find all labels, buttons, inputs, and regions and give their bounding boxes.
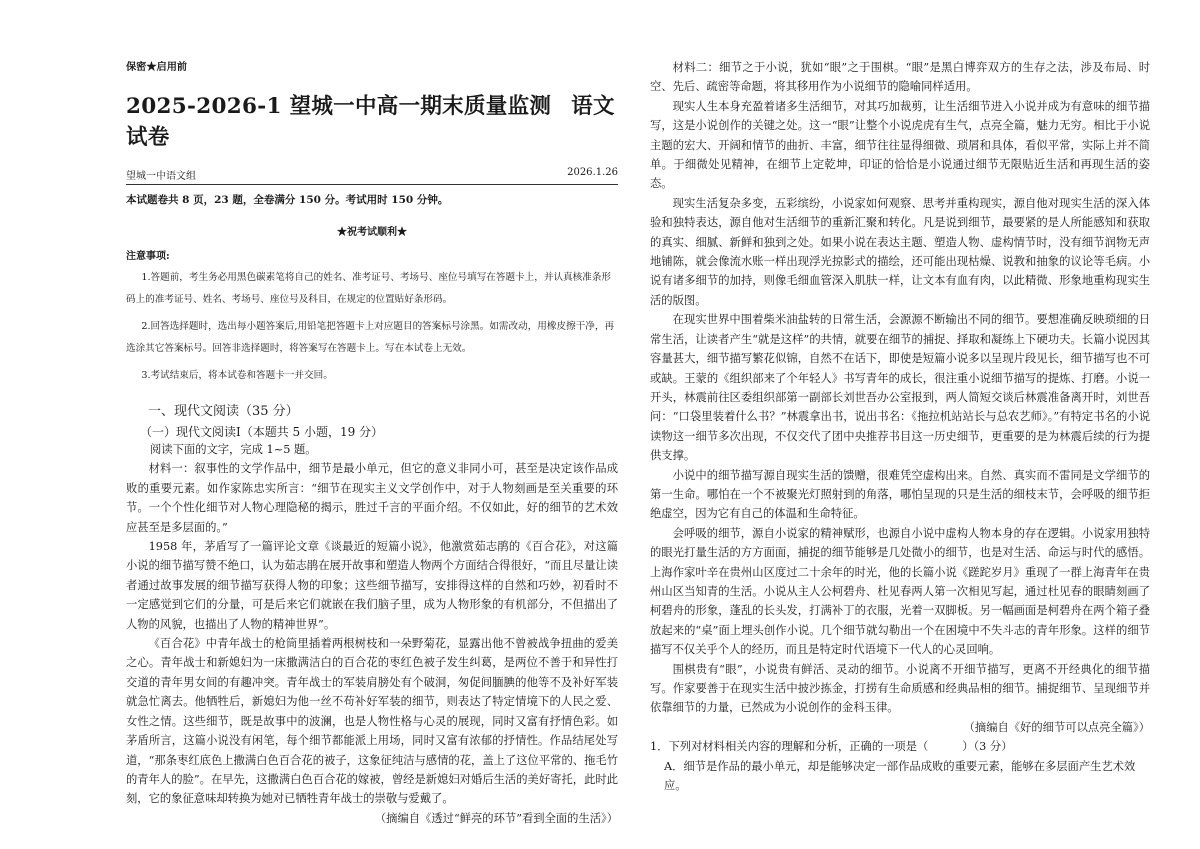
org-name: 望城一中语文组 <box>126 171 196 182</box>
wish-text: ★祝考试顺利★ <box>337 227 407 238</box>
notice-item: 3.考试结束后，将本试卷和答题卡一并交回。 <box>141 370 333 381</box>
material2-source: （摘编自《好的细节可以点亮全篇》） <box>963 720 1150 734</box>
material1-para: 《百合花》中青年战士的枪筒里插着两根树枝和一朵野菊花，显露出他不曾被战争扭曲的爱美之心。青年战士和新媳妇为一床撒满洁白的百合花的枣红色被子发生纠葛，是两位不善于和异性打交道的青年男女间的有趣冲突。青年战士的军装肩膀处有个破洞，匆促间腼腆的他等不及补好军装就急忙离去。他牺牲后，新媳妇为他一丝不苟补好军装的细节，则表达了特定情境下的人民之爱、女性之情。这些细节，既是故事中的波澜，也是人物性格与心灵的展现，同时又富有抒情色彩。如茅盾所言，这篇小说没有闲笔，每个细节都能派上用场，同时又富有浓郁的抒情性。作品结尾处写道，“那条枣红底色上撒满白色百合花的被子，这象征纯洁与感情的花，盖上了这位平常的、拖毛竹的青年人的脸”。在早先，这撒满白色百合花的嫁被，曾经是新媳妇对婚后生活的美好寄托，此时此刻，它的象征意味却转换为她对已牺牲青年战士的崇敬与爱戴了。 <box>126 637 618 806</box>
material1-source: （摘编自《透过“鲜亮的环节”看到全面的生活》） <box>374 811 618 825</box>
notice-item: 1.答题前，考生务必用黑色碳素笔将自己的姓名、准考证号、考场号、座位号填写在答题卡上，并认真核准条形码上的准考证号、姓名、考场号、座位号及科目，在规定的位置贴好条形码。 <box>126 272 612 305</box>
exam-intro: 本试题卷共 8 页，23 题，全卷满分 150 分。考试用时 150 分钟。 <box>126 194 449 206</box>
material2-para: 小说中的细节描写源自现实生活的馈赠，很难凭空虚构出来。自然、真实而不雷同是文学细节的第一生命。哪怕在一个不被聚光灯照射到的角落，哪怕呈现的只是生活的细枝末节，会呼吸的细节拒绝虚空，因为它有自己的体温和生命特征。 <box>650 468 1150 521</box>
right-column <box>650 58 1150 795</box>
material2-para: 会呼吸的细节，源自小说家的精神赋形，也源自小说中虚构人物本身的存在逻辑。小说家用独特的眼光打量生活的方方面面，捕捉的细节能够是几处微小的细节，也是对生活、命运与时代的感悟。上海作家叶辛在贵州山区度过二十余年的时光，他的长篇小说《蹉跎岁月》重现了一群上海青年在贵州山区当知青的生活。小说从主人公柯碧舟、杜见春两人第一次相见写起，通过杜见春的眼睛刻画了柯碧舟的形象，蓬乱的长头发，打满补丁的衣服，光着一双脚板。另一幅画面是柯碧舟在两个箱子叠放起来的“桌”面上埋头创作小说。几个细节就勾勒出一个在困境中不失斗志的青年形象。这样的细节描写不仅关乎个人的经历，而且是特定时代语境下一代人的心灵回响。 <box>650 526 1150 657</box>
notice-item: 2.回答选择题时，选出每小题答案后,用铅笔把答题卡上对应题目的答案标号涂黑。如需改动，用橡皮擦干净，再选涂其它答案标号。回答非选择题时，将答案写在答题卡上。写在本试卷上无效。 <box>126 321 615 354</box>
question-option-a: A．细节是作品的最小单元，却是能够决定一部作品成败的重要元素，能够在多层面产生艺术效应。 <box>664 759 1136 793</box>
material2-para: 围棋贵有“眼”，小说贵有鲜活、灵动的细节。小说离不开细节描写，更离不开经典化的细节描写。作家要善于在现实生活中披沙拣金，打捞有生命质感和经典品相的细节。捕捉细节、呈现细节并依靠细节的力量，已然成为小说创作的金科玉律。 <box>650 662 1150 715</box>
notice-heading: 注意事项: <box>126 251 170 262</box>
material2-para: 现实人生本身充盈着诸多生活细节，对其巧加裁剪，让生活细节进入小说并成为有意味的细节描写，这是小说创作的关键之处。这一“眼”让整个小说虎虎有生气，点亮全篇，魅力无穷。相比于小说主题的宏大、开阔和情节的曲折、丰富，细节往往显得细微、琐屑和具体，看似平常，实际上并不简单。于细微处见精神，在细节上定乾坤，印证的恰恰是小说通过细节无限贴近生活和再现生活的姿态。 <box>650 99 1150 191</box>
material1-para: 材料一：叙事性的文学作品中，细节是最小单元，但它的意义非同小可，甚至是决定该作品成败的重要元素。如作家陈忠实所言：“细节在现实主义文学创作中，对于人物刻画是至关重要的环节。一个个性化细节对人物心理隐秘的揭示，胜过千言的平面介绍。不仅如此，好的细节的艺术效应甚至是多层面的。” <box>126 462 618 534</box>
material2-para: 材料二：细节之于小说，犹如“眼”之于围棋。“眼”是黑白博弈双方的生存之法，涉及布局、时空、先后、疏密等命题，将其移用作为小说细节的隐喻同样适用。 <box>650 61 1150 94</box>
material2-para: 现实生活复杂多变，五彩缤纷，小说家如何观察、思考并重构现实，源自他对现实生活的深入体验和独特表达，源自他对生活细节的重新汇聚和转化。凡是说到细节，最要紧的是人所能感知和获取的真实、细腻、新鲜和独到之处。如果小说在表达主题、塑造人物、虚构情节时，没有细节润物无声地铺陈，就会像流水账一样出现浮光掠影式的描绘，还可能出现枯燥、说教和抽象的议论等毛病。小说有诸多细节的加持，则像毛细血管深入肌肤一样，让文本有血有肉，以此精微、形象地重构现实生活的版图。 <box>650 196 1150 307</box>
reading-instruction: 阅读下面的文字，完成 1~5 题。 <box>150 443 317 456</box>
left-column <box>126 58 618 828</box>
section-subtitle: （一）现代文阅读Ⅰ（本题共 5 小题，19 分） <box>140 425 384 439</box>
secret-label: 保密★启用前 <box>126 61 188 73</box>
exam-date: 2026.1.26 <box>567 167 618 178</box>
exam-title <box>126 89 618 151</box>
section-title: 一、现代文阅读（35 分） <box>148 404 299 419</box>
org-line <box>126 167 618 185</box>
question-stem: 1．下列对材料相关内容的理解和分析，正确的一项是（ ）（3 分） <box>650 740 1013 754</box>
material2-para: 在现实世界中围着柴米油盐转的日常生活，会源源不断输出不同的细节。要想准确反映琐细的日常生活，让读者产生“就是这样”的共情，就要在细节的捕捉、择取和凝练上下硬功夫。长篇小说因其容量甚大，细节描写繁花似锦，自然不在话下，即使是短篇小说多以呈现片段见长，细节描写也不可或缺。王蒙的《组织部来了个年轻人》书写青年的成长，很注重小说细节描写的提炼、打磨。小说一开头，林震前往区委组织部第一副部长刘世吾办公室报到，两人简短交谈后林震准备离开时，刘世吾问：“口袋里装着什么书？”林震拿出书，说出书名：《拖拉机站站长与总农艺师》。”有特定书名的小说读物这一细节多次出现，不仅交代了团中央推荐书目这一历史细节，更重要的是为林震后续的行为提供支撑。 <box>650 313 1150 463</box>
exam-title-subject: 语文试卷 <box>126 94 615 150</box>
exam-title-main: 2025-2026-1 望城一中高一期末质量监测 <box>126 94 552 119</box>
material1-para: 1958 年，茅盾写了一篇评论文章《谈最近的短篇小说》，他激赏茹志鹃的《百合花》，对这篇小说的细节描写赞不绝口，认为茹志鹃在展开故事和塑造人物两个方面结合得很好，“而且尽量让读者通过故事发展的细节描写获得人物的印象；这些细节描写，安排得这样的自然和巧妙，初看时不一定感觉到它们的分量，可是后来它们就嵌在我们脑子里，成为人物形象的有机部分，不但描出了人物的风貌，也描出了人物的精神世界”。 <box>126 540 618 631</box>
